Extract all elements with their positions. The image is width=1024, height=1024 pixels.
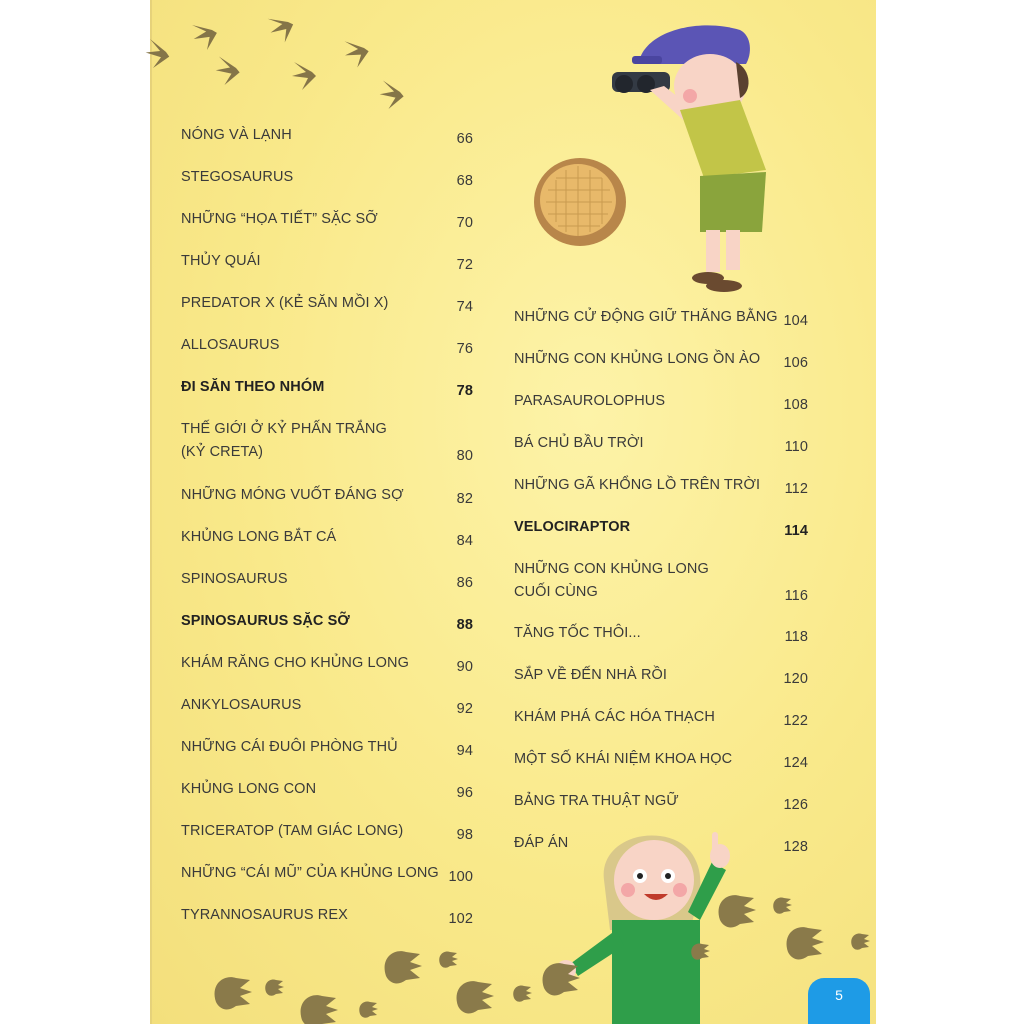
toc-entry-page: 82 (456, 491, 473, 507)
toc-entry-page: 114 (784, 523, 808, 539)
toc-entry-page: 92 (456, 701, 473, 717)
toc-entry-page: 68 (456, 173, 473, 189)
toc-entry-page: 110 (784, 439, 808, 455)
toc-entry-title: NHỮNG CON KHỦNG LONG ỒN ÀO (514, 351, 761, 367)
toc-entry-page: 80 (456, 448, 473, 464)
toc-entry (181, 334, 473, 357)
toc-entry (514, 306, 808, 329)
toc-entry-title: STEGOSAURUS (181, 169, 294, 185)
toc-entry-title: ANKYLOSAURUS (181, 697, 302, 713)
toc-entry-title: THỦY QUÁI (181, 253, 261, 269)
toc-entry (514, 348, 808, 371)
toc-entry-page: 98 (456, 827, 473, 843)
toc-entry (181, 166, 473, 189)
toc-entry-title: TRICERATOP (TAM GIÁC LONG) (181, 823, 404, 839)
toc-entry (181, 376, 473, 399)
toc-entry-title: ALLOSAURUS (181, 337, 280, 353)
girl-pointing-illustration (556, 832, 730, 1024)
toc-entry-page: 96 (456, 785, 473, 801)
toc-entry-title: NHỮNG CON KHỦNG LONG CUỐI CÙNG (514, 561, 709, 600)
toc-entry-title: ĐÁP ÁN (514, 835, 569, 851)
toc-entry-page: 74 (456, 299, 473, 315)
toc-entry-page: 122 (783, 713, 808, 729)
toc-entry-title: NHỮNG “CÁI MŨ” CỦA KHỦNG LONG (181, 865, 439, 881)
toc-entry-title: NHỮNG CỬ ĐỘNG GIỮ THĂNG BẰNG (514, 309, 778, 325)
toc-entry (181, 124, 473, 147)
toc-entry (514, 706, 808, 729)
toc-entry-page: 116 (784, 588, 808, 604)
toc-entry-page: 78 (456, 383, 473, 399)
toc-entry-page: 102 (448, 911, 473, 927)
boy-with-binoculars-illustration (612, 25, 766, 292)
toc-entry-page: 94 (456, 743, 473, 759)
toc-entry-page: 128 (783, 839, 808, 855)
toc-entry-title: TĂNG TỐC THÔI... (514, 625, 641, 641)
toc-entry (514, 790, 808, 813)
toc-entry-title: ĐI SĂN THEO NHÓM (181, 379, 325, 395)
toc-entry-title: PREDATOR X (KẺ SĂN MỒI X) (181, 295, 389, 311)
toc-entry-page: 70 (456, 215, 473, 231)
toc-entry-page: 112 (784, 481, 808, 497)
toc-entry-title: PARASAUROLOPHUS (514, 393, 666, 409)
toc-entry-title: KHỦNG LONG CON (181, 781, 317, 797)
fossil-egg-illustration (534, 158, 626, 246)
toc-entry (181, 208, 473, 231)
toc-entry-title: KHỦNG LONG BẮT CÁ (181, 529, 337, 545)
toc-entry (514, 516, 808, 539)
toc-entry (181, 250, 473, 273)
toc-entry-title: NHỮNG GÃ KHỔNG LỒ TRÊN TRỜI (514, 477, 761, 493)
toc-entry (181, 610, 473, 633)
toc-entry-title: KHÁM RĂNG CHO KHỦNG LONG (181, 655, 409, 671)
toc-entry-page: 106 (783, 355, 808, 371)
toc-entry (514, 432, 808, 455)
toc-entry-title: KHÁM PHÁ CÁC HÓA THẠCH (514, 709, 715, 725)
toc-entry-title: SẮP VỀ ĐẾN NHÀ RỒI (514, 667, 668, 683)
page-number-badge (808, 978, 870, 1024)
toc-entry-page: 76 (456, 341, 473, 357)
toc-entry-page: 126 (783, 797, 808, 813)
toc-entry-page: 118 (784, 629, 808, 645)
toc-entry-title: SPINOSAURUS (181, 571, 288, 587)
toc-entry (181, 418, 473, 464)
toc-entry (181, 904, 473, 927)
toc-entry-title: VELOCIRAPTOR (514, 519, 631, 535)
toc-entry-page: 100 (448, 869, 473, 885)
toc-entry (514, 664, 808, 687)
page-number: 5 (835, 987, 843, 1003)
toc-entry (181, 820, 473, 843)
toc-entry-title: THẾ GIỚI Ở KỶ PHẤN TRẮNG (KỶ CRETA) (181, 421, 387, 460)
toc-entry (181, 526, 473, 549)
toc-entry-title: MỘT SỐ KHÁI NIỆM KHOA HỌC (514, 751, 733, 767)
toc-entry (514, 474, 808, 497)
toc-entry (181, 568, 473, 591)
toc-entry-title: BẢNG TRA THUẬT NGỮ (514, 793, 679, 809)
toc-entry-page: 88 (456, 617, 473, 633)
toc-entry-page: 66 (456, 131, 473, 147)
toc-entry (181, 736, 473, 759)
toc-entry-page: 120 (783, 671, 808, 687)
toc-entry (181, 484, 473, 507)
toc-entry-title: TYRANNOSAURUS REX (181, 907, 348, 923)
toc-entry (181, 862, 473, 885)
toc-entry-title: NHỮNG “HỌA TIẾT” SẶC SỠ (181, 211, 378, 227)
toc-entry-title: SPINOSAURUS SẶC SỠ (181, 613, 350, 629)
toc-entry (514, 622, 808, 645)
toc-entry-page: 108 (783, 397, 808, 413)
toc-entry (181, 694, 473, 717)
toc-entry-title: NHỮNG CÁI ĐUÔI PHÒNG THỦ (181, 739, 398, 755)
toc-entry (514, 390, 808, 413)
bird-footprint-icon (143, 11, 405, 110)
toc-entry (181, 292, 473, 315)
toc-entry-page: 124 (783, 755, 808, 771)
toc-entry (181, 778, 473, 801)
toc-entry-page: 90 (456, 659, 473, 675)
toc-entry (514, 832, 808, 855)
toc-entry-page: 104 (783, 313, 808, 329)
toc-entry-title: NÓNG VÀ LẠNH (181, 127, 292, 143)
toc-entry-title: NHỮNG MÓNG VUỐT ĐÁNG SỢ (181, 487, 404, 503)
toc-entry (181, 652, 473, 675)
toc-entry-page: 84 (456, 533, 473, 549)
toc-entry (514, 558, 808, 604)
toc-entry-page: 72 (456, 257, 473, 273)
toc-entry-page: 86 (456, 575, 473, 591)
toc-entry (514, 748, 808, 771)
toc-entry-title: BÁ CHỦ BẦU TRỜI (514, 435, 644, 451)
